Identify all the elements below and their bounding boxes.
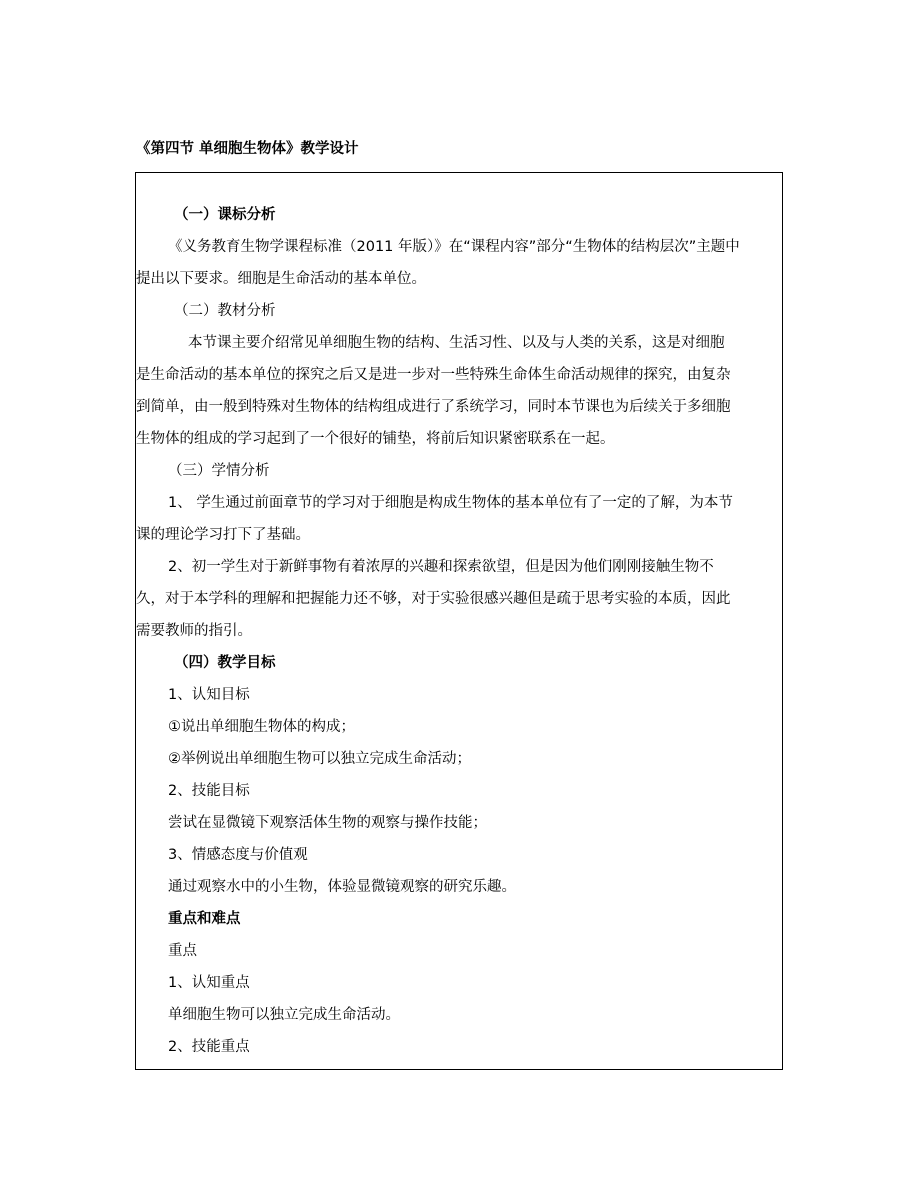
list-item: 2、技能目标 [168,783,250,799]
list-item: 1、认知目标 [168,687,250,703]
paragraph-line: 久，对于本学科的理解和把握能力还不够，对于实验很感兴趣但是疏于思考实验的本质，因此 [136,591,731,607]
paragraph-line: 课的理论学习打下了基础。 [136,527,310,543]
list-item: ②举例说出单细胞生物可以独立完成生命活动； [168,751,471,767]
section-heading-textbook: （二）教材分析 [174,303,276,319]
paragraph-line: 1、 学生通过前面章节的学习对于细胞是构成生物体的基本单位有了一定的了解，为本节 [168,495,733,511]
paragraph-line: 2、初一学生对于新鲜事物有着浓厚的兴趣和探索欲望，但是因为他们刚刚接触生物不 [168,559,714,575]
paragraph-line: 本节课主要介绍常见单细胞生物的结构、生活习性、以及与人类的关系，这是对细胞 [188,335,725,351]
paragraph-line: 生物体的组成的学习起到了一个很好的铺垫，将前后知识紧密联系在一起。 [136,431,615,447]
document-title: 《第四节 单细胞生物体》教学设计 [136,141,359,157]
paragraph-line: 提出以下要求。细胞是生命活动的基本单位。 [136,271,426,287]
section-heading-students: （三）学情分析 [168,463,270,479]
list-item: 3、情感态度与价值观 [168,847,308,863]
list-item: 单细胞生物可以独立完成生命活动。 [168,1007,400,1023]
paragraph-line: 是生命活动的基本单位的探究之后又是进一步对一些特殊生命体生命活动规律的探究，由复杂 [136,367,731,383]
paragraph-line: 到简单，由一般到特殊对生物体的结构组成进行了系统学习，同时本节课也为后续关于多细胞 [136,399,731,415]
list-item: 1、认知重点 [168,975,250,991]
list-item: ①说出单细胞生物体的构成； [168,719,355,735]
section-heading-curriculum: （一）课标分析 [174,207,276,223]
list-item: 尝试在显微镜下观察活体生物的观察与操作技能； [168,815,487,831]
list-item: 通过观察水中的小生物，体验显微镜观察的研究乐趣。 [168,879,516,895]
section-heading-key-points: 重点和难点 [168,911,241,927]
paragraph-line: 《义务教育生物学课程标准（2011 年版）》在“课程内容”部分“生物体的结构层次”主题中 [168,239,740,255]
section-heading-objectives: （四）教学目标 [174,655,276,671]
list-item: 重点 [168,943,197,959]
list-item: 2、技能重点 [168,1039,250,1055]
paragraph-line: 需要教师的指引。 [136,623,252,639]
